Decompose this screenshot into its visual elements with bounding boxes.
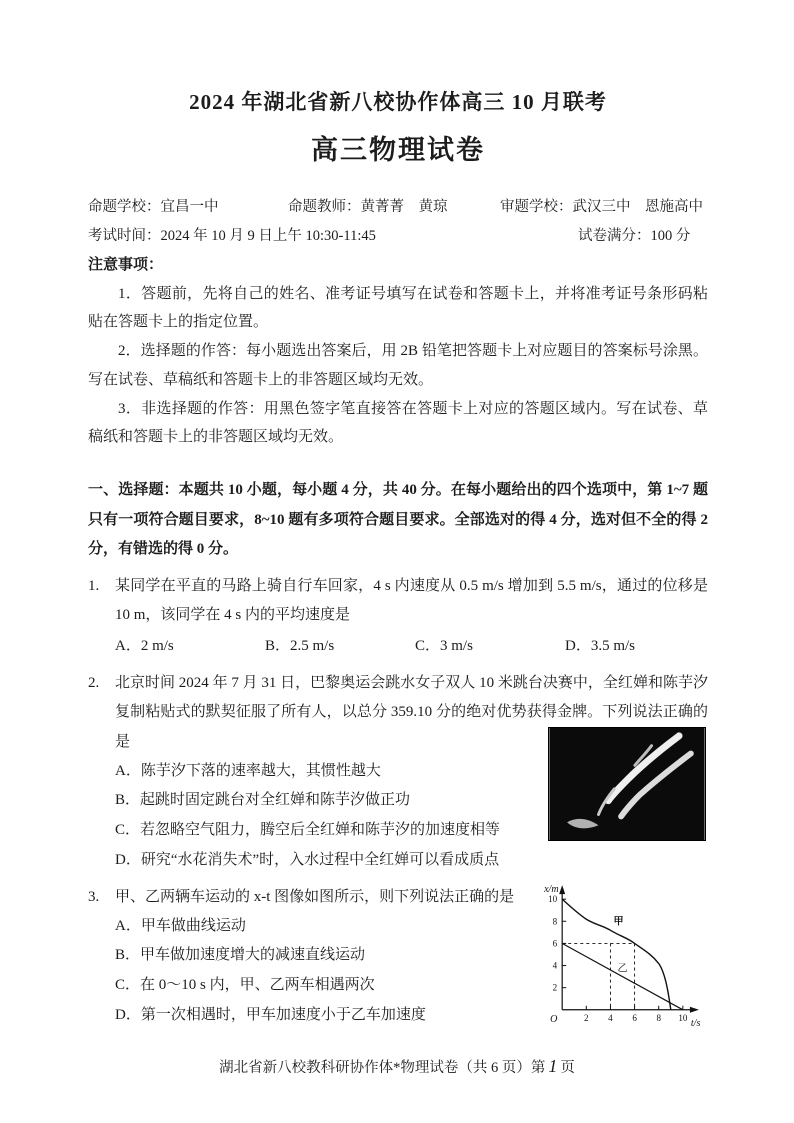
notice-block <box>88 251 708 452</box>
question-3-stem: 甲、乙两辆车运动的 x-t 图像如图所示，则下列说法正确的是 <box>115 888 515 905</box>
footer-text-suffix: 页 <box>560 1060 575 1076</box>
y-tick-label-6: 6 <box>552 937 558 948</box>
paper-meta <box>88 193 708 251</box>
origin-label: O <box>550 1013 558 1025</box>
x-tick-label-10: 10 <box>678 1012 688 1023</box>
meta-proposer-teacher: 命题教师：黄菁菁 黄琼 <box>288 199 448 215</box>
x-tick-label-4: 4 <box>608 1012 613 1023</box>
series-jia-label: 甲 <box>613 915 624 927</box>
paper-subtitle: 高三物理试卷 <box>311 135 485 165</box>
question-3-number: 3. <box>88 888 100 905</box>
question-1 <box>88 572 708 662</box>
notice-item-1: 1．答题前，先将自己的姓名、准考证号填写在试卷和答题卡上，并将准考证号条形码粘贴在答题卡上的指定位置。 <box>88 285 708 331</box>
xt-graph <box>532 879 708 1045</box>
x-tick-label-2: 2 <box>584 1012 589 1023</box>
option-a: A．2 m/s <box>115 637 174 654</box>
option-b: B．甲车做加速度增大的减速直线运动 <box>115 947 366 964</box>
option-d: D．3.5 m/s <box>565 637 636 654</box>
y-tick-label-8: 8 <box>552 915 558 926</box>
section-1-heading: 一、选择题：本题共 10 小题，每小题 4 分，共 40 分。在每小题给出的四个选项中，第 1~7 题只有一项符合题目要求，8~10 题有多项符合题目要求。全部选对的得 4 分，选对但不全的得 2 分，有错选的得 0 分。 <box>88 482 708 557</box>
option-a: A．陈芋汐下落的速率越大，其惯性越大 <box>115 762 381 779</box>
question-2 <box>88 669 708 876</box>
question-3 <box>88 883 708 1053</box>
page-number: 1 <box>548 1056 558 1076</box>
footer-text: 湖北省新八校教科研协作体*物理试卷（共 6 页）第 <box>219 1060 546 1076</box>
divers-photo-image <box>549 728 705 840</box>
y-tick-label-2: 2 <box>552 982 558 993</box>
option-c: C．3 m/s <box>415 637 473 654</box>
xt-graph-image <box>532 879 708 1040</box>
question-1-options <box>115 631 708 663</box>
notice-item-2: 2．选择题的作答：每小题选出答案后，用 2B 铅笔把答题卡上对应题目的答案标号涂黑。写在试卷、草稿纸和答题卡上的非答题区域均无效。 <box>88 343 708 388</box>
meta-exam-time: 考试时间：2024 年 10 月 9 日上午 10:30-11:45 <box>88 228 376 244</box>
y-tick-label-10: 10 <box>548 893 558 904</box>
option-d: D．研究“水花消失术”时，入水过程中全红婵可以看成质点 <box>115 851 500 868</box>
x-axis-label: t/s <box>690 1017 701 1029</box>
question-1-stem: 某同学在平直的马路上骑自行车回家，4 s 内速度从 0.5 m/s 增加到 5.5 m/s，通过的位移是 10 m，该同学在 4 s 内的平均速度是 <box>115 578 708 624</box>
y-tick-label-4: 4 <box>552 960 558 971</box>
series-yi-label: 乙 <box>617 963 628 975</box>
notice-item-3: 3．非选择题的作答：用黑色签字笔直接答在答题卡上对应的答题区域内。写在试卷、草稿纸和答题卡上的非答题区域均无效。 <box>88 400 708 446</box>
meta-review-school: 审题学校：武汉三中 恩施高中 <box>500 199 703 215</box>
meta-row-1 <box>88 193 708 222</box>
question-2-number: 2. <box>88 675 100 692</box>
option-b: B．起跳时固定跳台对全红婵和陈芋汐做正功 <box>115 792 411 809</box>
exam-title: 2024 年湖北省新八校协作体高三 10 月联考 <box>189 90 607 114</box>
question-2-stem: 北京时间 2024 年 7 月 31 日，巴黎奥运会跳水女子双人 10 米跳台决赛中，全红婵和陈芋汐复制粘贴式的默契征服了所有人，以总分 359.10 分的绝对优势获得金牌。下列说法正确的是 <box>115 675 708 750</box>
meta-full-score: 试卷满分：100 分 <box>578 228 691 244</box>
meta-proposer-school: 命题学校：宜昌一中 <box>88 199 219 215</box>
option-c: C．若忽略空气阻力，腾空后全红婵和陈芋汐的加速度相等 <box>115 822 501 839</box>
option-c: C．在 0～10 s 内，甲、乙两车相遇两次 <box>115 977 375 994</box>
option-d: D．第一次相遇时，甲车加速度小于乙车加速度 <box>115 1006 426 1023</box>
y-axis-arrow <box>559 885 565 894</box>
x-tick-label-6: 6 <box>632 1012 637 1023</box>
option-a: A．甲车做曲线运动 <box>115 917 246 934</box>
y-axis-label: x/m <box>544 883 559 895</box>
meta-row-2 <box>88 222 708 251</box>
question-1-number: 1. <box>88 578 100 595</box>
notice-heading: 注意事项： <box>88 257 164 273</box>
option-b: B．2.5 m/s <box>265 637 335 654</box>
divers-photo <box>548 727 706 841</box>
x-axis-arrow <box>690 1006 699 1012</box>
page-footer <box>0 1056 794 1077</box>
x-tick-label-8: 8 <box>656 1012 661 1023</box>
